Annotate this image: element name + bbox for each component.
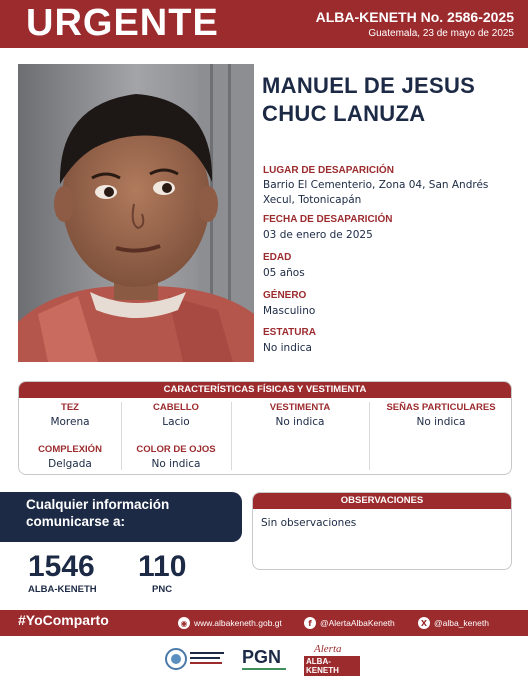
edad-value: 05 años	[263, 267, 305, 279]
alerta-alba-keneth-logo	[302, 643, 360, 675]
hashtag[interactable]: #YoComparto	[18, 612, 109, 628]
cabello-label: CABELLO	[153, 402, 199, 413]
phone-pnc[interactable]: 110	[138, 550, 187, 583]
phone-pnc-label: PNC	[152, 584, 173, 595]
estatura-label: ESTATURA	[263, 327, 316, 338]
alerta-logo-line-2: ALBA-KENETH	[304, 656, 360, 676]
website-link[interactable]	[178, 615, 282, 631]
lugar-label: LUGAR DE DESAPARICIÓN	[263, 165, 394, 176]
vestimenta-label: VESTIMENTA	[269, 402, 331, 413]
characteristics-title: CARACTERÍSTICAS FÍSICAS Y VESTIMENTA	[19, 382, 511, 398]
observations-box	[252, 492, 512, 570]
pgn-logo	[238, 646, 292, 672]
contact-line-1: Cualquier información	[26, 497, 170, 512]
cabello-value: Lacio	[162, 416, 190, 428]
contact-line-2: comunicarse a:	[26, 514, 126, 529]
facebook-text: @AlertaAlbaKeneth	[320, 618, 395, 628]
tez-label: TEZ	[61, 402, 79, 413]
x-link[interactable]	[418, 615, 489, 631]
senas-value: No indica	[416, 416, 466, 428]
lugar-value: Barrio El Cementerio, Zona 04, San Andrés Xecul, Totonicapán	[263, 179, 489, 206]
ojos-label: COLOR DE OJOS	[136, 444, 216, 455]
x-text: @alba_keneth	[434, 618, 489, 628]
fecha-label: FECHA DE DESAPARICIÓN	[263, 214, 393, 225]
alert-date: Guatemala, 23 de mayo de 2025	[368, 28, 514, 39]
alert-number: ALBA-KENETH No. 2586-2025	[315, 9, 514, 25]
pgn-underline	[242, 668, 286, 670]
tez-value: Morena	[50, 416, 90, 428]
missing-child-photo	[18, 64, 254, 362]
globe-icon: ◉	[178, 617, 190, 629]
contact-text	[26, 496, 169, 530]
genero-value: Masculino	[263, 305, 316, 317]
alerta-logo-line-1: Alerta	[314, 643, 342, 655]
characteristics-box	[18, 381, 512, 475]
x-icon: X	[418, 617, 430, 629]
phone-alba-keneth[interactable]: 1546	[28, 550, 95, 583]
urgent-title: URGENTE	[26, 2, 219, 44]
observations-title: OBSERVACIONES	[253, 493, 511, 509]
estatura-value: No indica	[263, 342, 312, 354]
coat-of-arms-icon	[164, 646, 226, 672]
website-text: www.albakeneth.gob.gt	[194, 618, 282, 628]
vestimenta-value: No indica	[275, 416, 325, 428]
fecha-value: 03 de enero de 2025	[263, 229, 373, 241]
genero-label: GÉNERO	[263, 290, 307, 301]
child-photo-illustration	[18, 64, 254, 362]
pgn-logo-text: PGN	[242, 647, 282, 667]
missing-person-name	[262, 72, 512, 128]
senas-label: SEÑAS PARTICULARES	[386, 402, 496, 413]
complexion-value: Delgada	[48, 458, 92, 470]
complexion-label: COMPLEXIÓN	[38, 444, 102, 455]
guatemala-government-logo	[164, 646, 226, 672]
facebook-link[interactable]	[304, 615, 395, 631]
name-line-2: CHUC LANUZA	[262, 101, 426, 126]
phone-alba-keneth-label: ALBA-KENETH	[28, 584, 97, 595]
observations-text: Sin observaciones	[261, 517, 357, 529]
name-line-1: MANUEL DE JESUS	[262, 73, 476, 98]
facebook-icon: f	[304, 617, 316, 629]
ojos-value: No indica	[151, 458, 201, 470]
edad-label: EDAD	[263, 252, 292, 263]
